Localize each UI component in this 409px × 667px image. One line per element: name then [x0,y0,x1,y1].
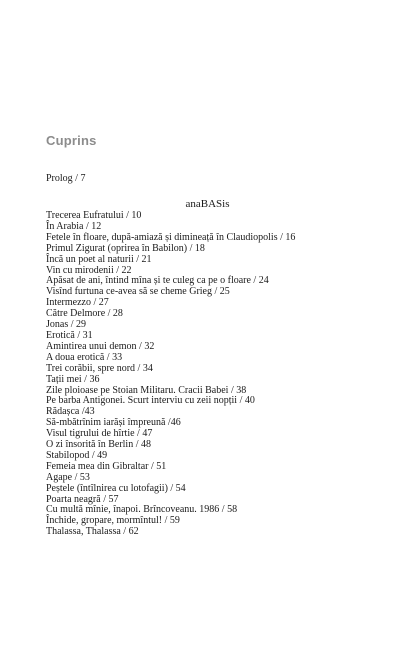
section-title: anaBASis [185,198,230,210]
toc-entry: Amintirea unui demon / 32 [46,340,155,352]
toc-entry: Poarta neagră / 57 [46,493,119,505]
toc-entry: Rădașca /43 [46,406,95,418]
toc-entry: Visul tigrului de hîrtie / 47 [46,428,153,440]
toc-entry: Visînd furtuna ce-avea să se cheme Grieg / 25 [46,286,230,298]
toc-entry: Cu multă mînie, înapoi. Brîncoveanu. 1986 / 58 [46,504,238,516]
toc-entry: Fetele în floare, după-amiază și dimineață în Claudiopolis / 16 [46,231,296,243]
toc-entry: Thalassa, Thalassa / 62 [46,526,139,538]
toc-entry: Jonas / 29 [46,319,86,331]
toc-entry: Erotică / 31 [46,329,93,341]
toc-entry: Închide, gropare, mormîntul! / 59 [46,515,180,527]
toc-entry: Zile ploioase pe Stoian Militaru. Cracii Babei / 38 [46,384,247,396]
toc-entry: Femeia mea din Gibraltar / 51 [46,460,167,472]
toc-entry: Să-mbătrînim iarăși împreună /46 [46,417,181,429]
toc-entry: Pe barba Antigonei. Scurt interviu cu zeii nopții / 40 [46,395,255,407]
toc-entry: Tații mei / 36 [46,373,100,385]
toc-entry: Vin cu mirodenii / 22 [46,264,132,276]
toc-entry: A doua erotică / 33 [46,351,123,363]
page-title: Cuprins [46,133,97,148]
toc-entry: Trei corăbii, spre nord / 34 [46,362,153,374]
toc-entry: Apăsat de ani, întind mîna și te culeg ca pe o floare / 24 [46,275,269,287]
toc-entry: Către Delmore / 28 [46,308,123,320]
toc-entry: Stabilopod / 49 [46,449,108,461]
toc-list [46,211,386,538]
toc-entry-prolog: Prolog / 7 [46,173,86,184]
toc-entry: O zi însorită în Berlin / 48 [46,439,151,451]
toc-entry: Trecerea Eufratului / 10 [46,210,142,221]
toc-entry: Încă un poet al naturii / 21 [46,253,152,265]
toc-entry: În Arabia / 12 [46,220,102,232]
toc-entry: Primul Zigurat (oprirea în Babilon) / 18 [46,242,205,254]
toc-entry: Peștele (întîlnirea cu lotofagii) / 54 [46,482,186,494]
toc-entry: Intermezzo / 27 [46,297,109,309]
toc-entry: Agape / 53 [46,471,90,483]
